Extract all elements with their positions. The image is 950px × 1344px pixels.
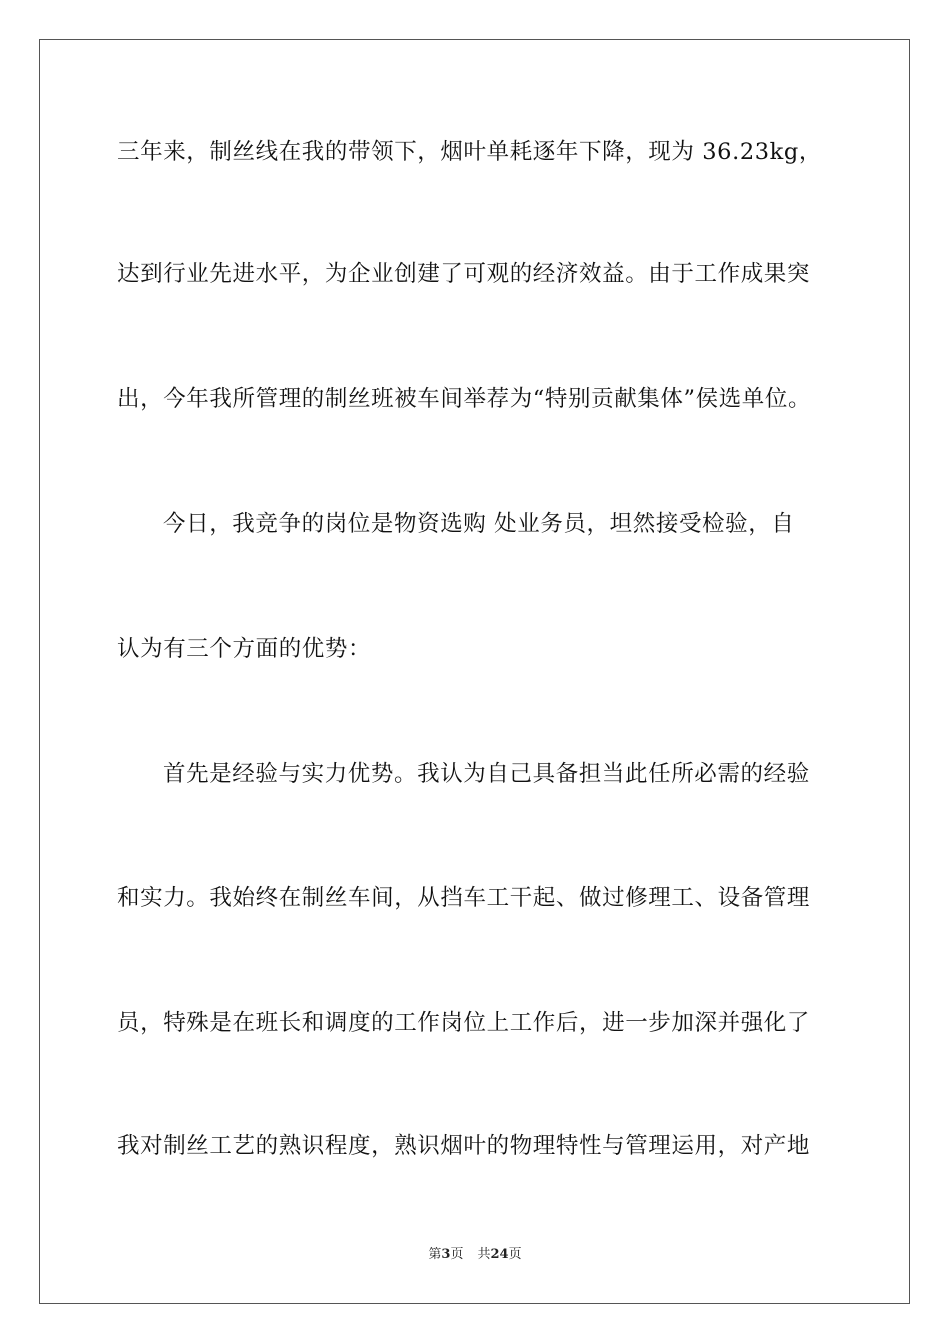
footer-prefix: 第: [428, 1247, 442, 1262]
paragraph-line-4: 今日，我竞争的岗位是物资选购 处业务员，坦然接受检验，自: [163, 511, 795, 537]
paragraph-line-8: 员，特殊是在班长和调度的工作岗位上工作后，进一步加深并强化了: [117, 1010, 811, 1036]
paragraph-line-3: 出，今年我所管理的制丝班被车间举荐为“特别贡献集体”侯选单位。: [117, 386, 812, 412]
footer-page-unit: 页: [450, 1247, 464, 1262]
footer-current-page: 3: [441, 1247, 451, 1262]
paragraph-line-7: 和实力。我始终在制丝车间，从挡车工干起、做过修理工、设备管理: [117, 885, 811, 911]
footer-total-pages: 24: [490, 1247, 509, 1262]
page-border: [39, 39, 910, 1304]
paragraph-line-1: 三年来，制丝线在我的带领下，烟叶单耗逐年下降，现为 36.23kg，: [117, 139, 823, 165]
footer-total-prefix: 共: [477, 1247, 491, 1262]
paragraph-line-9: 我对制丝工艺的熟识程度，熟识烟叶的物理特性与管理运用，对产地: [117, 1133, 811, 1159]
paragraph-line-5: 认为有三个方面的优势：: [117, 636, 372, 662]
footer-total-unit: 页: [508, 1247, 522, 1262]
page-footer: [0, 1246, 950, 1264]
paragraph-line-6: 首先是经验与实力优势。我认为自己具备担当此任所必需的经验: [163, 761, 810, 787]
paragraph-line-2: 达到行业先进水平，为企业创建了可观的经济效益。由于工作成果突: [117, 261, 811, 287]
